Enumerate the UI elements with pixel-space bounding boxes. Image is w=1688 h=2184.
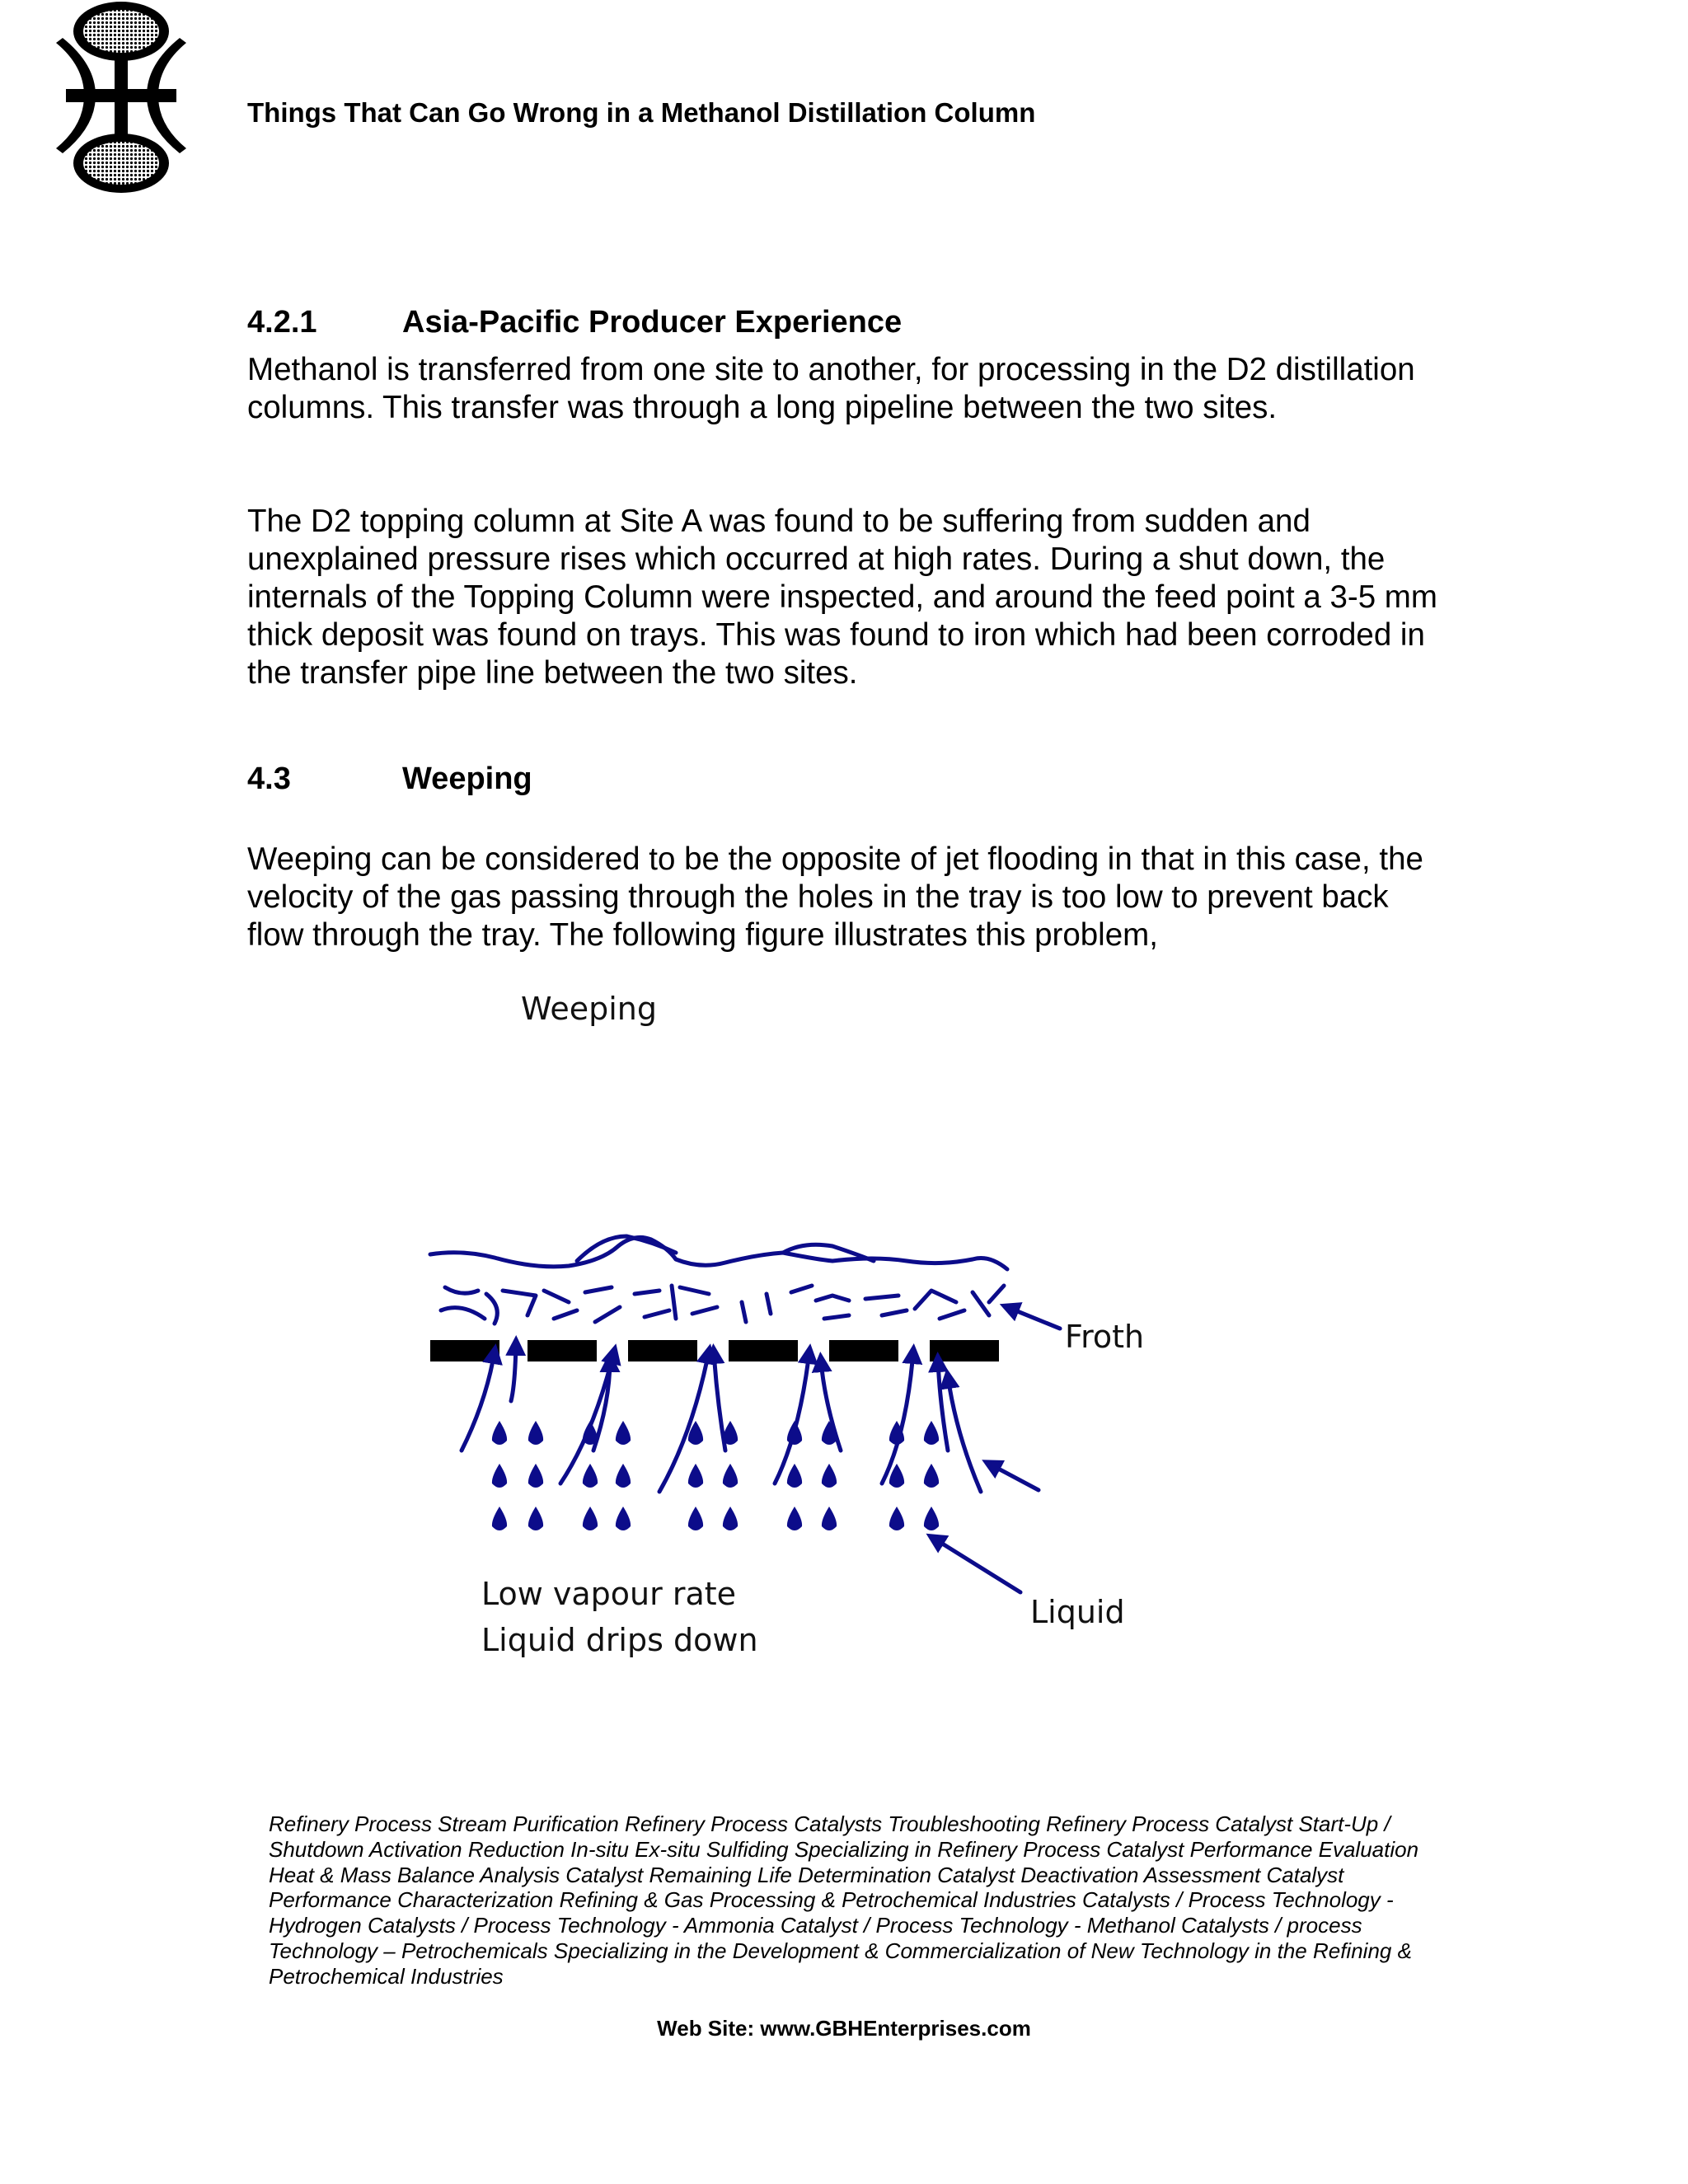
froth-stroke [791, 1286, 907, 1319]
froth-label: Froth [1065, 1319, 1145, 1355]
liquid-pointer [989, 1464, 1039, 1490]
liquid-drop [583, 1421, 598, 1445]
liquid-drop [924, 1421, 939, 1445]
section-4-2-1-heading [247, 305, 902, 340]
liquid-drop [822, 1421, 837, 1445]
liquid-drop [924, 1507, 939, 1530]
vapour-arrow [938, 1360, 948, 1451]
tray-segment [430, 1340, 499, 1361]
footer-website: Web Site: www.GBHEnterprises.com [657, 2016, 1031, 2041]
vapour-arrow [948, 1376, 981, 1492]
froth-stroke [441, 1287, 620, 1324]
tray-segment [930, 1340, 999, 1361]
section-number: 4.3 [247, 762, 291, 796]
liquid-drop [616, 1507, 631, 1530]
vapour-arrow [462, 1352, 495, 1451]
liquid-drop [889, 1507, 904, 1530]
liquid-drop [492, 1507, 507, 1530]
tray-segment [729, 1340, 798, 1361]
froth-lines [430, 1236, 1007, 1324]
liquid-label: Liquid [1030, 1594, 1125, 1630]
document-header-title: Things That Can Go Wrong in a Methanol Distillation Column [247, 97, 1036, 128]
vapour-arrow [511, 1343, 516, 1401]
figure-title: Weeping [521, 991, 657, 1027]
paragraph: The D2 topping column at Site A was found to be suffering from sudden and unexplained pressure rises which occurred at high rates. During a shut down, the internals of the Topping Column were inspected, and around the feed point a 3-5 mm thick deposit was found on trays. This was found to iron which had been corroded in the transfer pipe line between the two sites. [247, 504, 1437, 691]
liquid-drop [889, 1421, 904, 1445]
liquid-drop [822, 1507, 837, 1530]
liquid-drops [492, 1421, 939, 1530]
liquid-drop [492, 1421, 507, 1445]
vapour-arrow [821, 1360, 841, 1451]
liquid-drop [528, 1507, 543, 1530]
section-title: Weeping [402, 762, 532, 796]
liquid-drop [787, 1507, 802, 1530]
vapour-arrow [560, 1352, 614, 1483]
liquid-drop [583, 1464, 598, 1488]
liquid-drop [688, 1421, 703, 1445]
liquid-drop [528, 1421, 543, 1445]
liquid-drop [688, 1507, 703, 1530]
liquid-drop [528, 1464, 543, 1488]
section-number: 4.2.1 [247, 305, 317, 340]
liquid-drop [723, 1464, 738, 1488]
label-pointers [933, 1307, 1060, 1592]
section-title: Asia-Pacific Producer Experience [402, 305, 903, 340]
vapour-arrow [714, 1352, 725, 1451]
vapour-arrow [659, 1352, 709, 1492]
froth-stroke [430, 1237, 1007, 1269]
liquid-drop [492, 1464, 507, 1488]
liquid-drop [787, 1464, 802, 1488]
vapour-arrow [775, 1352, 809, 1483]
footer-services: Refinery Process Stream Purification Refinery Process Catalysts Troubleshooting Refinery Process Catalyst Start-Up / Shutdown Activation Reduction In-situ Ex-situ Sulfiding Specializing in Refinery Process Catalyst Performance Evaluation Heat & Mass Balance Analysis Catalyst Remaining Life Determination Catalyst Deactivation Assessment Catalyst Performance Characterization Refining & Gas Processing & Petrochemical Industries Catalysts / Process Technology - Hydrogen Catalysts / Process Technology - Ammonia Catalyst / Process Technology - Methanol Catalysts / process Technology – Petrochemicals Specializing in the Development & Commercialization of New Technology in the Refining & Petrochemical Industries [269, 1811, 1419, 1989]
vapour-arrows [462, 1343, 981, 1492]
liquid-pointer [933, 1538, 1020, 1592]
liquid-drop [583, 1507, 598, 1530]
tray-segment [628, 1340, 697, 1361]
vapour-arrow [882, 1352, 913, 1483]
froth-stroke [577, 1236, 676, 1261]
company-logo [51, 0, 191, 196]
tray-plate [430, 1340, 999, 1361]
liquid-drop [616, 1421, 631, 1445]
liquid-drop [723, 1507, 738, 1530]
liquid-drop [822, 1464, 837, 1488]
froth-stroke [915, 1286, 1004, 1319]
tray-segment [528, 1340, 597, 1361]
tray-segment [829, 1340, 898, 1361]
froth-stroke [635, 1286, 771, 1322]
liquid-drop [723, 1421, 738, 1445]
section-4-3-heading [247, 762, 532, 797]
figure-caption-line1: Low vapour rate [481, 1576, 737, 1612]
vapour-arrow [593, 1360, 610, 1451]
liquid-drop [616, 1464, 631, 1488]
liquid-drop [924, 1464, 939, 1488]
froth-pointer [1007, 1307, 1060, 1329]
liquid-drop [889, 1464, 904, 1488]
paragraph: Methanol is transferred from one site to another, for processing in the D2 distillation columns. This transfer was through a long pipeline between the two sites. [247, 352, 1415, 425]
paragraph: Weeping can be considered to be the opposite of jet flooding in that in this case, the velocity of the gas passing through the holes in the tray is too low to prevent back flow through the tray. The following figure illustrates this problem, [247, 841, 1423, 953]
liquid-drop [787, 1421, 802, 1445]
figure-caption-line2: Liquid drips down [481, 1622, 758, 1658]
froth-stroke [783, 1244, 874, 1261]
liquid-drop [688, 1464, 703, 1488]
